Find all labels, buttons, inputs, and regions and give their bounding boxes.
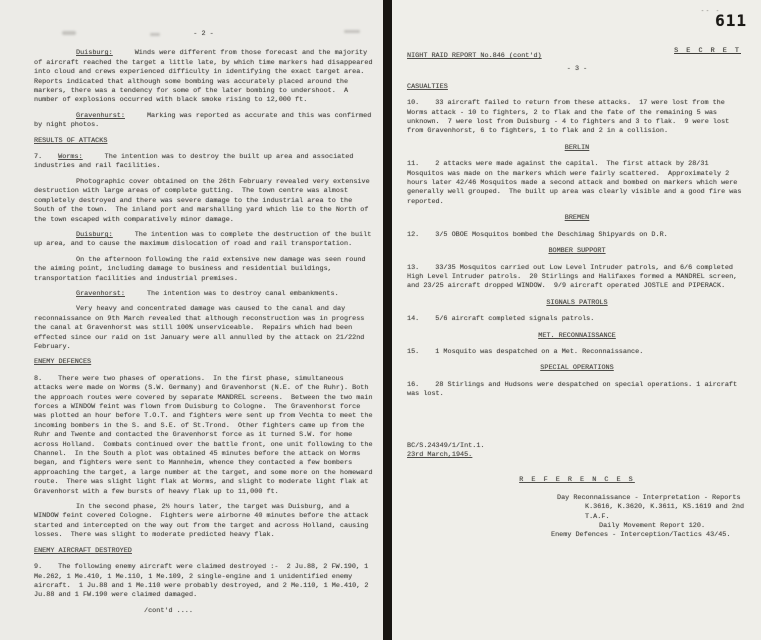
paragraph-number: 14. — [407, 315, 420, 324]
report-date: 23rd March,1945. — [407, 450, 473, 459]
paragraph-text: Winds were different from those forecast and the majority of aircraft reached the target a little late, by which time markers had disappeared into cloud and crews experienced difficulty in identifying the exact target area. Reports indicated that although some bombing was accurately placed around the markers, there was a tendency for some of the later bombing to undershoot. A number of explosions occurred with black smoke rising to 12,000 ft. — [34, 49, 377, 105]
heading-results-of-attacks: RESULTS OF ATTACKS — [34, 136, 108, 145]
page-number-2: - 2 - — [193, 30, 214, 38]
paragraph-15-met — [407, 348, 747, 357]
heading-special-operations: SPECIAL OPERATIONS — [540, 364, 614, 373]
paragraph-number: 8. — [34, 374, 43, 383]
paragraph-text: The intention was to destroy canal embankments. — [146, 289, 339, 298]
paragraph-text: Very heavy and concentrated damage was caused to the canal and day reconnaissance on 9th March revealed that although reconstruction was in progress the canal at Gravenhorst was still 100% unserviceable. Repairs which had been effected since our raid on 1st January were all annulled by the attack on 21/22nd February. — [34, 305, 369, 351]
paragraph-14-signals — [407, 315, 747, 324]
heading-casualties: CASUALTIES — [407, 82, 448, 91]
heading-met-reconnaissance: MET. RECONNAISSANCE — [538, 331, 616, 340]
paragraph-number: 16. — [407, 380, 420, 389]
paragraph-second-phase — [34, 503, 373, 541]
pencil-mark: -- - — [700, 8, 721, 14]
reference-line: Enemy Defences - Interception/Tactics 43/45. — [551, 531, 731, 540]
pencil-mark — [150, 33, 160, 36]
paragraph-gravenhurst-marking — [34, 111, 376, 131]
paragraph-number: 13. — [407, 263, 420, 272]
paragraph-13-bomber-support — [407, 264, 747, 292]
paragraph-gravenhorst-intention — [34, 290, 373, 299]
heading-bremen: BREMEN — [564, 214, 590, 223]
heading-bomber-support: BOMBER SUPPORT — [548, 247, 606, 256]
paragraph-canal-damage — [34, 305, 373, 352]
paragraph-label: Gravenhurst: — [76, 111, 125, 120]
paragraph-9-claims — [34, 563, 373, 601]
paragraph-duisburg-marking — [34, 49, 377, 105]
report-title: NIGHT RAID REPORT No.846 (cont'd) — [407, 52, 542, 60]
paragraph-text: The following enemy aircraft were claimed destroyed :- 2 Ju.88, 2 FW.190, 1 Me.262, 1 Me.410, 1 Me.110, 1 Me.109, 2 single-engine and 1 unidentified enemy aircraft. 1 Ju.88 and 1 Me.110 were probably destroyed, and 2 Me.110, 1 Me.410, 2 Ju.88 and 1 FW.190 were claimed damaged. — [34, 563, 373, 600]
page-header — [407, 47, 747, 61]
paragraph-number: 12. — [407, 230, 420, 239]
paragraph-label: Duisburg: — [76, 49, 113, 58]
paragraph-text: There were two phases of operations. In the first phase, simultaneous attacks were made on Worms (S.W. Germany) and Gravenhorst (N.E. of the Ruhr). Both the approach routes were covered by separate MANDREL screens. Between the two main forces a WINDOW feint was flown from Duisburg to Cologne. The Gravenhorst force was plotted an hour before T.O.T. and fighters were sent up from Vechta to meet the incoming bombers in the S. and S.E. of St.Trond. Other fighters came up from the Ruhr and Twente and contacted the Gravenhorst force as it turned S.W. for home across Holland. Combats continued over the battle front, one unit following to the Channel. In the South a plot was obtained 45 minutes before the attack on Worms began, and fighters were sent to Mannheim, whence they contacted a few bombers approaching the target, a large number at the target, and some more on the homeward route. There was slight light flak at Worms, and slight to moderate light flak at Gravenhorst with a few bursts of heavy flak up to 11,000 ft. — [34, 374, 377, 496]
paragraph-7-worms — [34, 153, 373, 172]
paragraph-duisburg-damage — [34, 256, 373, 284]
paragraph-16-special-ops — [407, 381, 747, 400]
paragraph-label: Worms: — [58, 153, 83, 162]
paragraph-text: 1 Mosquito was despatched on a Met. Reconnaissance. — [435, 347, 644, 356]
paragraph-text: In the second phase, 2½ hours later, the target was Duisburg, and a WINDOW feint covered Cologne. Fighters were airborne 40 minutes before the attack started and intercepted on the way out from the target and across Holland, causing losses. There was slight to moderate predicted heavy flak. — [34, 503, 373, 540]
heading-enemy-aircraft-destroyed: ENEMY AIRCRAFT DESTROYED — [34, 546, 132, 555]
heading-signals-patrols: SIGNALS PATROLS — [546, 298, 608, 307]
paragraph-label: Duisburg: — [76, 230, 113, 239]
page-binding-shadow — [383, 0, 392, 640]
paragraph-label: Gravenhorst: — [76, 289, 125, 298]
heading-berlin: BERLIN — [564, 143, 590, 152]
paragraph-photo-cover — [34, 178, 373, 225]
paragraph-text: 5/6 aircraft completed signals patrols. — [435, 315, 595, 324]
pencil-mark — [344, 30, 360, 33]
paragraph-text: 3/5 OBOE Mosquitos bombed the Deschimag Shipyards on D.R. — [435, 230, 668, 239]
paragraph-11-berlin — [407, 160, 747, 207]
file-reference: BC/S.24349/1/Int.1. — [407, 441, 485, 450]
pencil-mark — [62, 31, 76, 35]
paragraph-number: 7. — [34, 153, 43, 162]
paragraph-number: 11. — [407, 160, 420, 169]
paragraph-text: 2 attacks were made against the capital. The first attack by 28/31 Mosquitos was made on the markers which were fairly scattered. Approximately 2 hours later 42/46 Mosquitos made a second attack and bombed on markers which were generally well grouped. The built up area was clearly visible and a good fire was reported. — [407, 160, 746, 206]
paragraph-text: The intention was to destroy the built up area and associated industries and rail facilities. — [34, 153, 358, 171]
continued-marker: /cont'd .... — [144, 606, 193, 615]
reference-line: Daily Movement Report 120. — [599, 522, 706, 530]
heading-references: R E F E R E N C E S — [519, 476, 635, 485]
paragraph-text: Photographic cover obtained on the 26th February revealed very extensive destruction with large areas of complete gutting. The town centre was almost completely destroyed and there was severe damage to the industrial area to the South of the town. The inland port and marshalling yard which lie to the North of the town escaped with comparatively minor damage. — [34, 177, 374, 224]
report-page-3 — [383, 0, 761, 640]
paragraph-12-bremen — [407, 231, 747, 240]
paragraph-number: 10. — [407, 99, 420, 108]
reference-line: K.3616, K.3620, K.3611, KS.1619 and 2nd T.A.F. — [585, 503, 749, 521]
paragraph-text: Marking was reported as accurate and this was confirmed by night photos. — [34, 111, 376, 130]
paragraph-duisburg-intention — [34, 230, 376, 250]
paragraph-text: 28 Stirlings and Hudsons were despatched on special operations. 1 aircraft was lost. — [407, 380, 742, 399]
paragraph-8-defences — [34, 374, 377, 497]
paragraph-text: On the afternoon following the raid extensive new damage was seen round the aiming point, including damage to business and residential buildings, transportation facilities and industrial premises. — [34, 255, 370, 283]
paragraph-number: 9. — [34, 563, 43, 572]
paragraph-text: The intention was to complete the destruction of the built up area, and to cause the maximum dislocation of road and rail transportation. — [34, 230, 376, 249]
paragraph-10-casualties — [407, 99, 747, 137]
folio-stamp: 611 — [715, 11, 747, 30]
paragraph-number: 15. — [407, 347, 420, 356]
paragraph-text: 33 aircraft failed to return from these attacks. 17 were lost from the Worms attack - 10 to fighters, 2 to flak and the fate of the remaining 5 was unknown. 7 were lost from Duisburg - 4 to fighters and 3 to flak. 9 were lost from Gravenhorst, 6 to fighters, 1 to flak and 2 in a collision. — [407, 99, 734, 136]
page-number-3: - 3 - — [566, 65, 588, 74]
references-block — [407, 476, 747, 540]
classification-secret: S E C R E T — [674, 47, 741, 55]
paragraph-text: 33/35 Mosquitos carried out Low Level Intruder patrols, and 6/6 completed High Level Intruder patrols. 20 Stirlings and Halifaxes formed a MANDREL screen, and 23/25 aircraft dropped WINDOW. 9/9 aircraft operated JOSTLE and PIPERACK. — [407, 263, 742, 291]
heading-enemy-defences: ENEMY DEFENCES — [34, 358, 92, 367]
reference-line: Day Reconnaissance - Interpretation - Reports — [557, 493, 741, 502]
